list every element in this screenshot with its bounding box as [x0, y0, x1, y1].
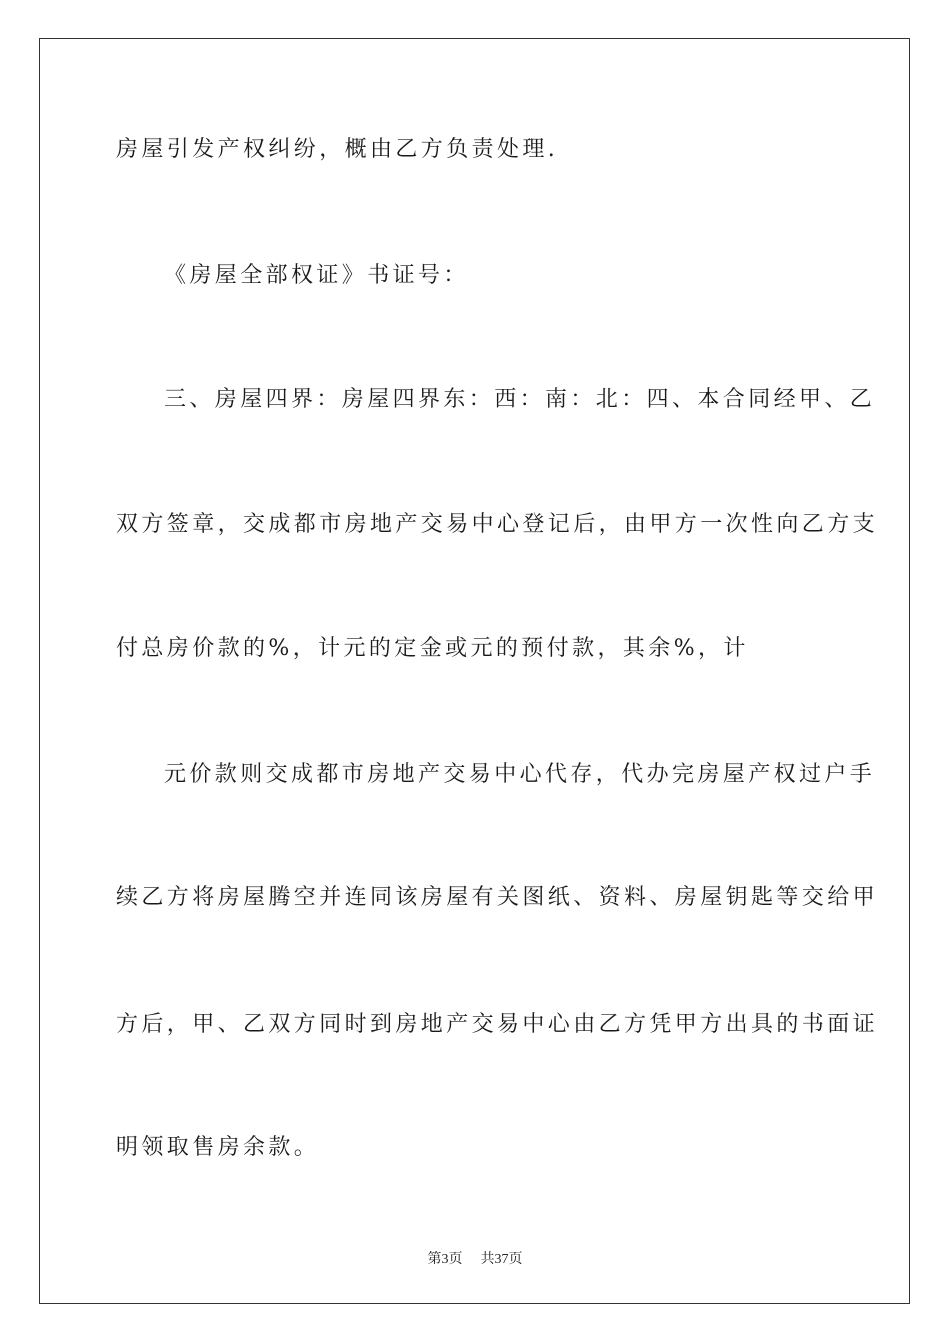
body-line-1: 房屋引发产权纠纷，概由乙方负责处理. [116, 137, 559, 162]
page-border [39, 38, 910, 1304]
body-line-6: 元价款则交成都市房地产交易中心代存，代办完房屋产权过户手 [164, 762, 876, 787]
body-line-2: 《房屋全部权证》书证号： [164, 263, 469, 288]
page-total: 共37页 [480, 1252, 523, 1267]
body-line-5: 付总房价款的%，计元的定金或元的预付款，其余%，计 [116, 636, 749, 661]
body-line-7: 续乙方将房屋腾空并连同该房屋有关图纸、资料、房屋钥匙等交给甲 [116, 885, 879, 910]
page-footer [0, 1248, 950, 1268]
body-line-4: 双方签章，交成都市房地产交易中心登记后，由甲方一次性向乙方支 [116, 512, 879, 537]
body-line-9: 明领取售房余款。 [116, 1135, 320, 1160]
page-number: 第3页 [427, 1252, 463, 1267]
body-line-8: 方后，甲、乙双方同时到房地产交易中心由乙方凭甲方出具的书面证 [116, 1012, 879, 1037]
body-line-3: 三、房屋四界：房屋四界东：西：南：北：四、本合同经甲、乙 [164, 387, 876, 412]
